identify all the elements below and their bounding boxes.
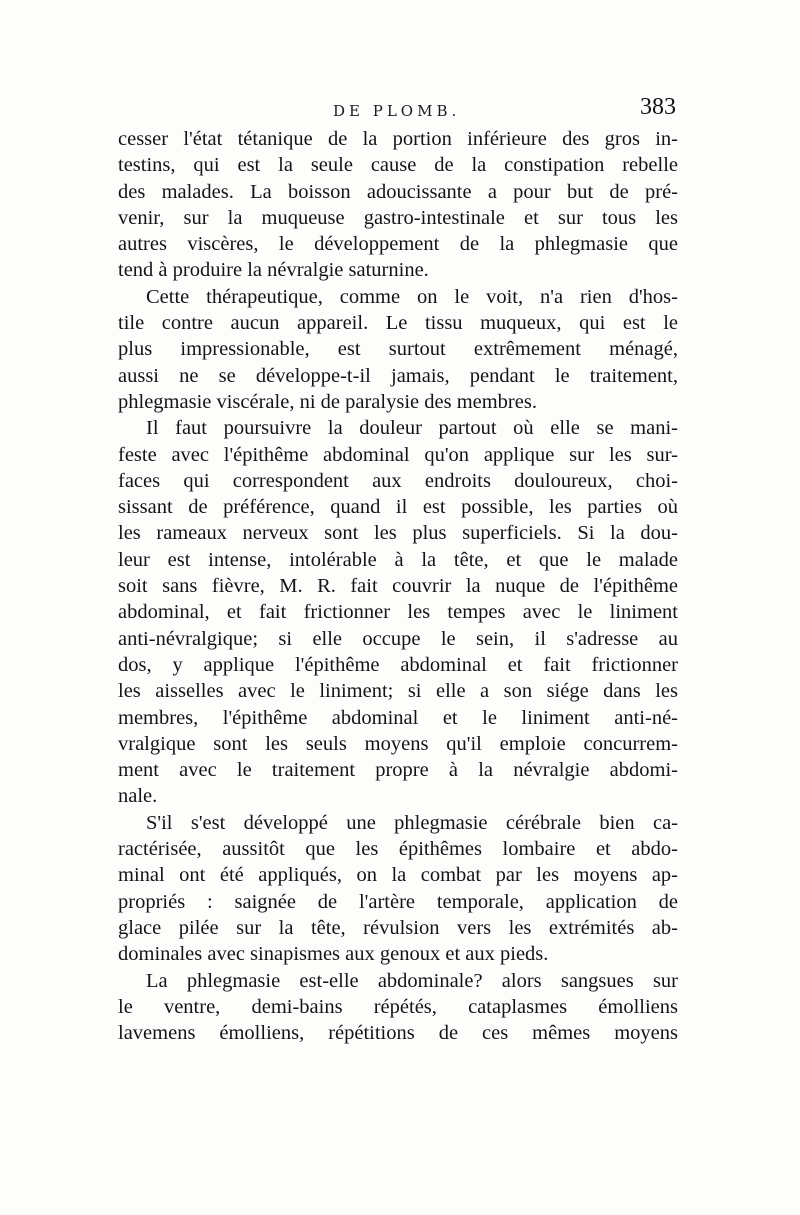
text-line: anti-névralgique; si elle occupe le sein, il s'adresse au [118,627,678,650]
text-line: minal ont été appliqués, on la combat par les moyens ap- [118,864,678,887]
text-line: autres viscères, le développement de la phlegmasie que [118,233,678,256]
text-line: tend à produire la névralgie saturnine. [118,259,429,282]
text-line: tile contre aucun appareil. Le tissu muqueux, qui est le [118,312,678,335]
page-number: 383 [640,94,676,120]
text-line: abdominal, et fait frictionner les tempes avec le liniment [118,601,678,624]
text-line: le ventre, demi-bains répétés, cataplasmes émolliens [118,995,678,1018]
text-line: les rameaux nerveux sont les plus superficiels. Si la dou- [118,522,678,545]
text-line: sissant de préférence, quand il est possible, les parties où [118,496,678,519]
text-line: Cette thérapeutique, comme on le voit, n'a rien d'hos- [146,285,678,308]
text-line: glace pilée sur la tête, révulsion vers les extrémités ab- [118,916,678,939]
body-text [118,126,678,1046]
text-line: venir, sur la muqueuse gastro-intestinale et sur tous les [118,206,678,229]
text-line: dominales avec sinapismes aux genoux et aux pieds. [118,943,549,966]
text-line: ment avec le traitement propre à la névralgie abdomi- [118,759,678,782]
text-line: feste avec l'épithême abdominal qu'on applique sur les sur- [118,443,678,466]
text-line: S'il s'est développé une phlegmasie cérébrale bien ca- [146,811,678,834]
text-line: dos, y applique l'épithême abdominal et fait frictionner [118,653,678,676]
text-line: Il faut poursuivre la douleur partout où elle se mani- [146,417,678,440]
text-line: membres, l'épithême abdominal et le liniment anti-né- [118,706,678,729]
text-line: plus impressionable, est surtout extrêmement ménagé, [118,338,678,361]
text-line: aussi ne se développe-t-il jamais, pendant le traitement, [118,364,678,387]
text-line: nale. [118,785,158,808]
text-line: soit sans fièvre, M. R. fait couvrir la nuque de l'épithême [118,575,678,598]
text-line: ractérisée, aussitôt que les épithêmes lombaire et abdo- [118,838,678,861]
text-line: La phlegmasie est-elle abdominale? alors sangsues sur [146,969,678,992]
text-line: les aisselles avec le liniment; si elle a son siége dans les [118,680,678,703]
text-line: testins, qui est la seule cause de la constipation rebelle [118,154,678,177]
text-line: vralgique sont les seuls moyens qu'il emploie concurrem- [118,732,678,755]
text-line: lavemens émolliens, répétitions de ces mêmes moyens [118,1022,678,1045]
running-head: DE PLOMB. [333,102,461,120]
text-line: phlegmasie viscérale, ni de paralysie des membres. [118,390,537,413]
text-line: cesser l'état tétanique de la portion inférieure des gros in- [118,128,678,150]
text-line: propriés : saignée de l'artère temporale, application de [118,890,678,913]
text-line: leur est intense, intolérable à la tête, et que le malade [118,548,678,571]
text-line: faces qui correspondent aux endroits douloureux, choi- [118,469,678,492]
text-line: des malades. La boisson adoucissante a pour but de pré- [118,180,678,203]
